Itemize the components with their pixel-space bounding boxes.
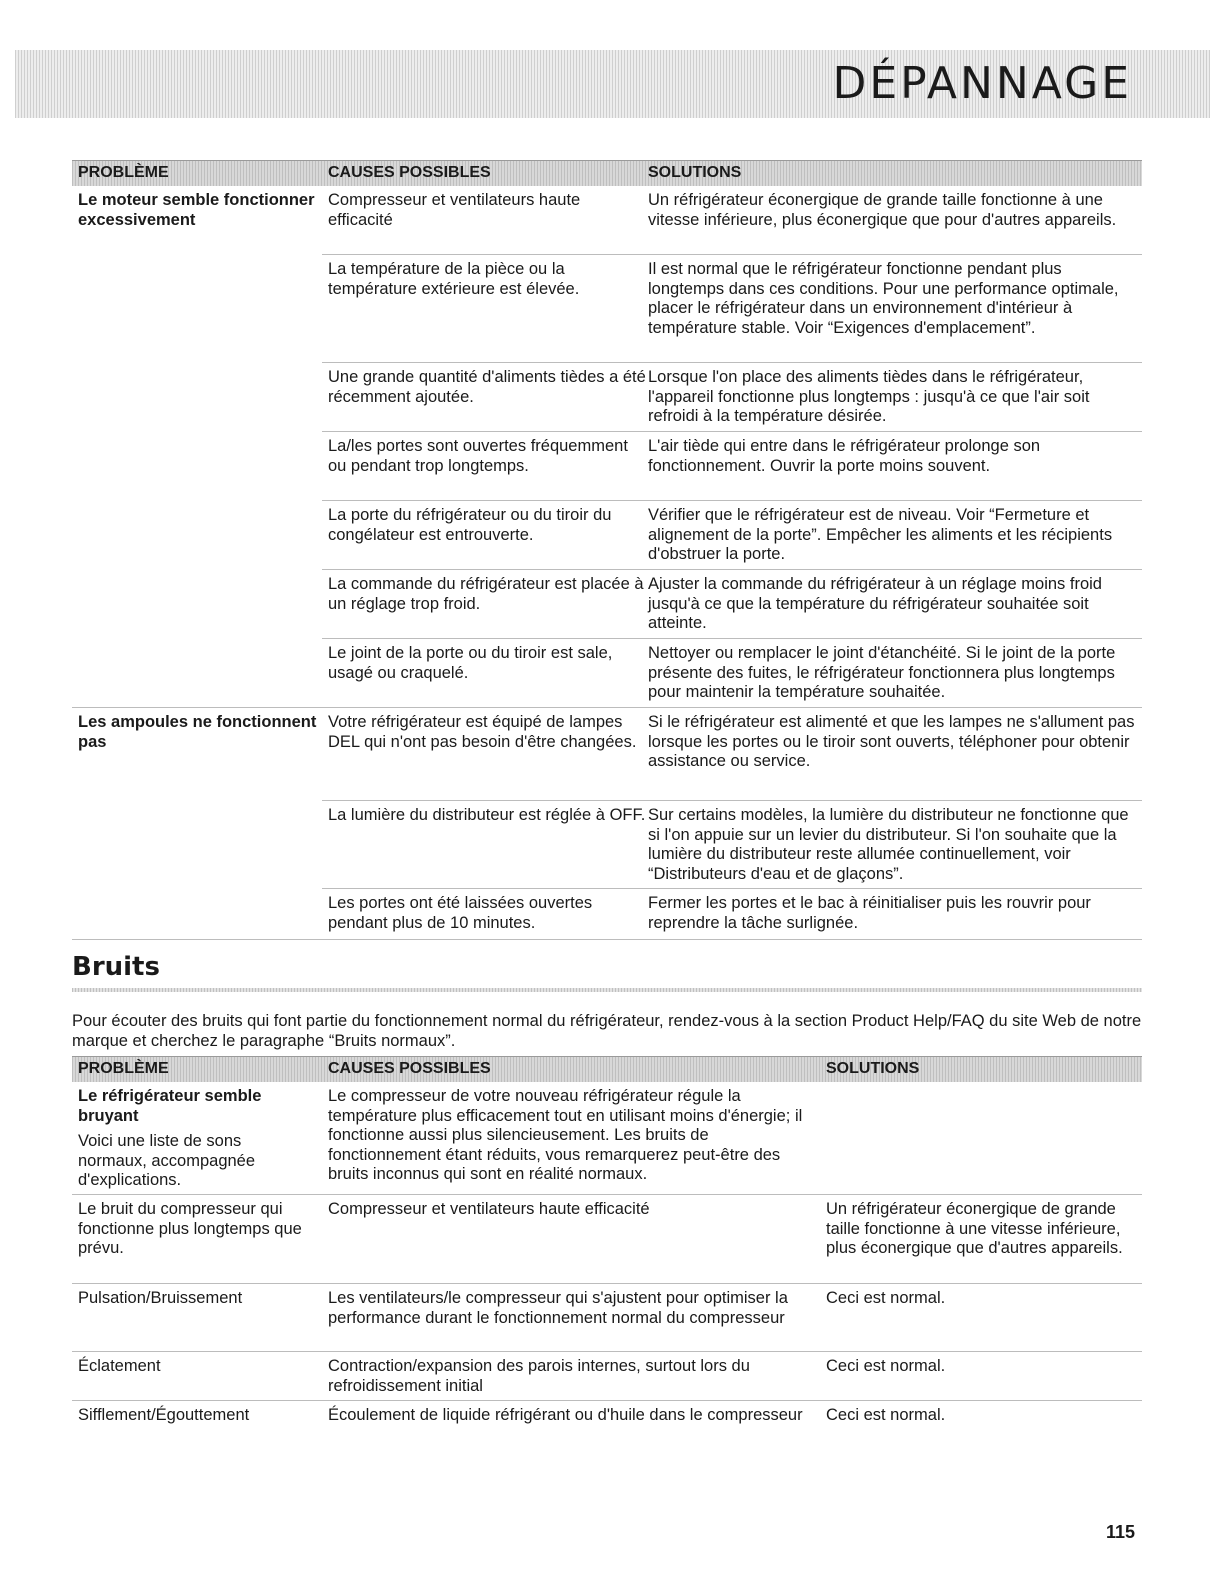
solution-cell: Un réfrigérateur éconergique de grande taille fonctionne à une vitesse inférieure, plus éconergique que pour d'autres appareils. [648,191,1117,229]
solution-cell: Ceci est normal. [826,1357,946,1375]
table-row [72,1283,1142,1351]
table-row [72,1400,1142,1451]
table-header [72,160,1142,186]
table-row [322,800,1142,888]
solution-cell: Ceci est normal. [826,1406,946,1424]
header-causes: CAUSES POSSIBLES [328,164,491,181]
problem-cell: Pulsation/Bruissement [78,1289,243,1307]
problem-note: Voici une liste de sons normaux, accompagnée d'explications. [78,1132,256,1190]
table-row [72,1194,1142,1283]
table-row [72,186,1142,254]
table-row [72,707,1142,800]
solution-cell: Si le réfrigérateur est alimenté et que les lampes ne s'allument pas lorsque les portes ou le tiroir sont ouverts, téléphoner pour obtenir assistance ou service. [648,713,1135,771]
table-row [322,362,1142,431]
header-problem: PROBLÈME [78,164,169,181]
table-row [72,1351,1142,1400]
problem-cell [78,1087,293,1191]
header-causes: CAUSES POSSIBLES [328,1060,491,1077]
cause-cell: Compresseur et ventilateurs haute efficacité [328,191,581,229]
problem-cell: Le moteur semble fonctionner excessivement [78,191,315,229]
header-solutions: SOLUTIONS [648,164,742,181]
solution-cell: Il est normal que le réfrigérateur fonctionne pendant plus longtemps dans ces conditions. Pour une performance optimale, placer le réfrigérateur dans un environnement d'intérieur à température stable. Voir “Exigences d'emplacement”. [648,260,1119,337]
cause-cell: Écoulement de liquide réfrigérant ou d'huile dans le compresseur [328,1406,803,1424]
cause-cell: La lumière du distributeur est réglée à OFF. [328,806,646,824]
header-problem: PROBLÈME [78,1060,169,1077]
table-row [322,888,1142,939]
section-title: DÉPANNAGE [832,58,1132,109]
cause-cell: Les ventilateurs/le compresseur qui s'ajustent pour optimiser la performance durant le fonctionnement normal du compresseur [328,1289,788,1327]
table-row [322,500,1142,569]
cause-cell: La porte du réfrigérateur ou du tiroir du congélateur est entrouverte. [328,506,612,544]
section-banner [15,50,1210,118]
table-row [322,431,1142,500]
cause-cell: Votre réfrigérateur est équipé de lampes DEL qui n'ont pas besoin d'être changées. [328,713,637,751]
solution-cell: Un réfrigérateur éconergique de grande taille fonctionne à une vitesse inférieure, plus éconergique que d'autres appareils. [826,1200,1123,1258]
problem-cell: Les ampoules ne fonctionnent pas [78,713,317,751]
solution-cell: Fermer les portes et le bac à réinitialiser puis les rouvrir pour reprendre la tâche surlignée. [648,894,1091,932]
heading-rule [72,988,1142,992]
problem-cell: Le bruit du compresseur qui fonctionne plus longtemps que prévu. [78,1200,302,1258]
cause-cell: La commande du réfrigérateur est placée à un réglage trop froid. [328,575,644,613]
problem-title: Le réfrigérateur semble bruyant [78,1087,262,1125]
cause-cell: La/les portes sont ouvertes fréquemment ou pendant trop longtemps. [328,437,628,475]
cause-cell: Une grande quantité d'aliments tièdes a été récemment ajoutée. [328,368,646,406]
problem-cell: Éclatement [78,1357,161,1375]
problem-cell: Sifflement/Égouttement [78,1406,250,1424]
table-header [72,1056,1142,1082]
table-row [72,1082,1142,1194]
solution-cell: Nettoyer ou remplacer le joint d'étanchéité. Si le joint de la porte présente des fuites, le réfrigérateur fonctionnera plus longtemps pour maintenir la température souhaitée. [648,644,1116,702]
cause-cell: Le joint de la porte ou du tiroir est sale, usagé ou craquelé. [328,644,613,682]
section-heading-bruits: Bruits [72,952,160,982]
solution-cell: Ceci est normal. [826,1289,946,1307]
solution-cell: Ajuster la commande du réfrigérateur à un réglage moins froid jusqu'à ce que la température du réfrigérateur souhaitée soit atteinte. [648,575,1102,633]
troubleshooting-table-noises [72,1056,1142,1451]
cause-cell: Compresseur et ventilateurs haute efficacité [328,1200,650,1218]
cause-cell: Les portes ont été laissées ouvertes pendant plus de 10 minutes. [328,894,593,932]
table-row [322,638,1142,707]
troubleshooting-table-motor [72,160,1142,940]
table-row [322,569,1142,638]
cause-cell: Le compresseur de votre nouveau réfrigérateur régule la température plus efficacement tout en utilisant moins d'énergie; il fonctionne aussi plus silencieusement. Les bruits de fonctionnement étant réduits, vous remarquerez peut-être des bruits inconnus qui sont en réalité normaux. [328,1087,803,1184]
solution-cell: Sur certains modèles, la lumière du distributeur ne fonctionne que si l'on appuie sur un levier du distributeur. Si l'on souhaite que la lumière du distributeur reste allumée continuellement, voir “Distributeurs d'eau et de glaçons”. [648,806,1129,883]
solution-cell: L'air tiède qui entre dans le réfrigérateur prolonge son fonctionnement. Ouvrir la porte moins souvent. [648,437,1041,475]
intro-paragraph: Pour écouter des bruits qui font partie du fonctionnement normal du réfrigérateur, rendez-vous à la section Product Help/FAQ du site Web de notre marque et cherchez le paragraphe “Bruits normaux”. [72,1012,1142,1050]
header-solutions: SOLUTIONS [826,1060,920,1077]
cause-cell: Contraction/expansion des parois internes, surtout lors du refroidissement initial [328,1357,750,1395]
table-bottom-rule [72,939,1142,940]
table-row [322,254,1142,362]
cause-cell: La température de la pièce ou la température extérieure est élevée. [328,260,580,298]
page-number: 115 [1106,1522,1136,1542]
solution-cell: Lorsque l'on place des aliments tièdes dans le réfrigérateur, l'appareil fonctionne plus longtemps : jusqu'à ce que l'air soit refroidi à la température désirée. [648,368,1090,426]
solution-cell: Vérifier que le réfrigérateur est de niveau. Voir “Fermeture et alignement de la porte”. Empêcher les aliments et les récipients d'obstruer la porte. [648,506,1113,564]
